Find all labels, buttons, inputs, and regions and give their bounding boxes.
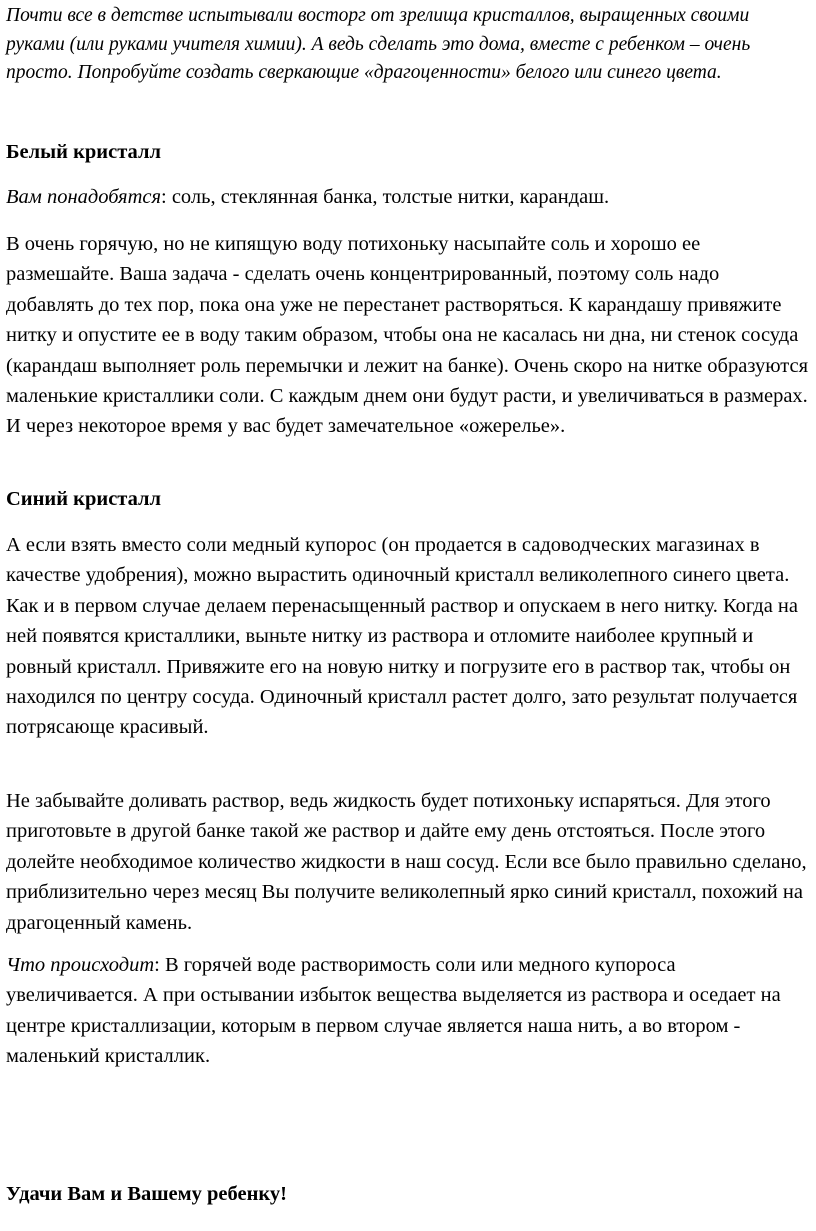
white-crystal-heading: Белый кристалл — [6, 141, 161, 163]
explanation-paragraph — [6, 950, 810, 1072]
explanation-text: : В горячей воде растворимость соли или медного купороса увеличивается. А при остывании избыток вещества выделяется из раствора и оседает на центре кристаллизации, которым в первом случае является наша нить, а во втором - маленький кристаллик. — [6, 954, 781, 1068]
explanation-label: Что происходит — [6, 954, 155, 976]
closing-line: Удачи Вам и Вашему ребенку! — [6, 1183, 287, 1205]
materials-text: : соль, стеклянная банка, толстые нитки, карандаш. — [161, 186, 610, 208]
materials-paragraph — [6, 182, 810, 212]
materials-label: Вам понадобятся — [6, 186, 162, 208]
blue-crystal-heading: Синий кристалл — [6, 488, 162, 510]
blue-crystal-care-paragraph: Не забывайте доливать раствор, ведь жидкость будет потихоньку испаряться. Для этого приготовьте в другой банке такой же раствор и дайте ему день отстояться. После этого долейте необходимое количество жидкости в наш сосуд. Если все было правильно сделано, приблизительно через месяц Вы получите великолепный ярко синий кристалл, похожий на драгоценный камень. — [6, 790, 807, 934]
white-crystal-instructions: В очень горячую, но не кипящую воду потихоньку насыпайте соль и хорошо ее размешайте. Ваша задача - сделать очень концентрированный, поэтому соль надо добавлять до тех пор, пока она уже не перестанет растворяться. К карандашу привяжите нитку и опустите ее в воду таким образом, чтобы она не касалась ни дна, ни стенок сосуда (карандаш выполняет роль перемычки и лежит на банке). Очень скоро на нитке образуются маленькие кристаллики соли. С каждым днем они будут расти, и увеличиваться в размерах. И через некоторое время у вас будет замечательное «ожерелье». — [6, 233, 809, 438]
intro-paragraph: Почти все в детстве испытывали восторг от зрелища кристаллов, выращенных своими руками (или руками учителя химии). А ведь сделать это дома, вместе с ребенком – очень просто. Попробуйте создать сверкающие «драгоценности» белого или синего цвета. — [6, 5, 751, 83]
blue-crystal-instructions: А если взять вместо соли медный купорос (он продается в садоводческих магазинах в качестве удобрения), можно вырастить одиночный кристалл великолепного синего цвета. Как и в первом случае делаем перенасыщенный раствор и опускаем в него нитку. Когда на ней появятся кристаллики, выньте нитку из раствора и отломите наиболее крупный и ровный кристалл. Привяжите его на новую нитку и погрузите его в раствор так, чтобы он находился по центру сосуда. Одиночный кристалл растет долго, зато результат получается потрясающе красивый. — [6, 534, 798, 739]
